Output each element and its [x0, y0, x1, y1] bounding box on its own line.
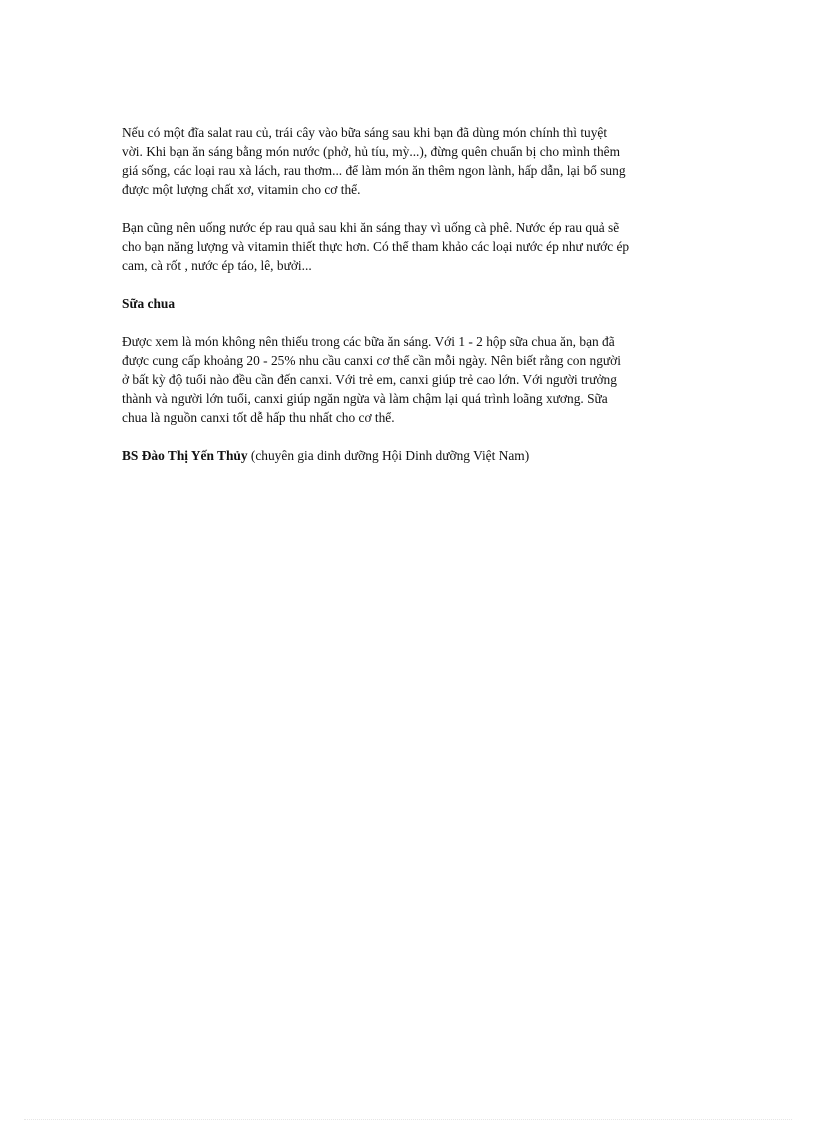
text-line: Bạn cũng nên uống nước ép rau quả sau khi ăn sáng thay vì uống cà phê. Nước ép rau quả sẽ: [122, 220, 620, 235]
section-heading-yogurt: Sữa chua: [122, 296, 176, 311]
paragraph-yogurt: [122, 332, 747, 427]
page-bottom-divider: [24, 1119, 792, 1120]
text-line: Nếu có một đĩa salat rau củ, trái cây vào bữa sáng sau khi bạn đã dùng món chính thì tuyệt: [122, 125, 608, 140]
author-signature: [122, 446, 747, 465]
text-line: thành và người lớn tuổi, canxi giúp ngăn ngừa và làm chậm lại quá trình loãng xương. Sữa: [122, 391, 608, 406]
text-line: Được xem là món không nên thiếu trong các bữa ăn sáng. Với 1 - 2 hộp sữa chua ăn, bạn đã: [122, 334, 615, 349]
text-line: vời. Khi bạn ăn sáng bằng món nước (phở, hủ tíu, mỳ...), đừng quên chuẩn bị cho mình thêm: [122, 144, 621, 159]
text-line: được cung cấp khoảng 20 - 25% nhu cầu canxi cơ thể cần mỗi ngày. Nên biết rằng con người: [122, 353, 621, 368]
text-line: giá sống, các loại rau xà lách, rau thơm... để làm món ăn thêm ngon lành, hấp dẫn, lại bổ sung: [122, 163, 626, 178]
paragraph-juice: [122, 218, 747, 275]
text-line: ở bất kỳ độ tuổi nào đều cần đến canxi. Với trẻ em, canxi giúp trẻ cao lớn. Với người trưởng: [122, 372, 617, 387]
text-line: chua là nguồn canxi tốt dễ hấp thu nhất cho cơ thể.: [122, 410, 395, 425]
author-name: BS Đào Thị Yến Thủy: [122, 448, 248, 463]
text-line: được một lượng chất xơ, vitamin cho cơ thể.: [122, 182, 361, 197]
document-body: [122, 123, 747, 465]
text-line: cho bạn năng lượng và vitamin thiết thực hơn. Có thể tham khảo các loại nước ép như nước ép: [122, 239, 630, 254]
paragraph-salad: [122, 123, 747, 199]
author-affiliation: (chuyên gia dinh dưỡng Hội Dinh dưỡng Việt Nam): [250, 448, 530, 463]
text-line: cam, cà rốt , nước ép táo, lê, bưởi...: [122, 258, 312, 273]
